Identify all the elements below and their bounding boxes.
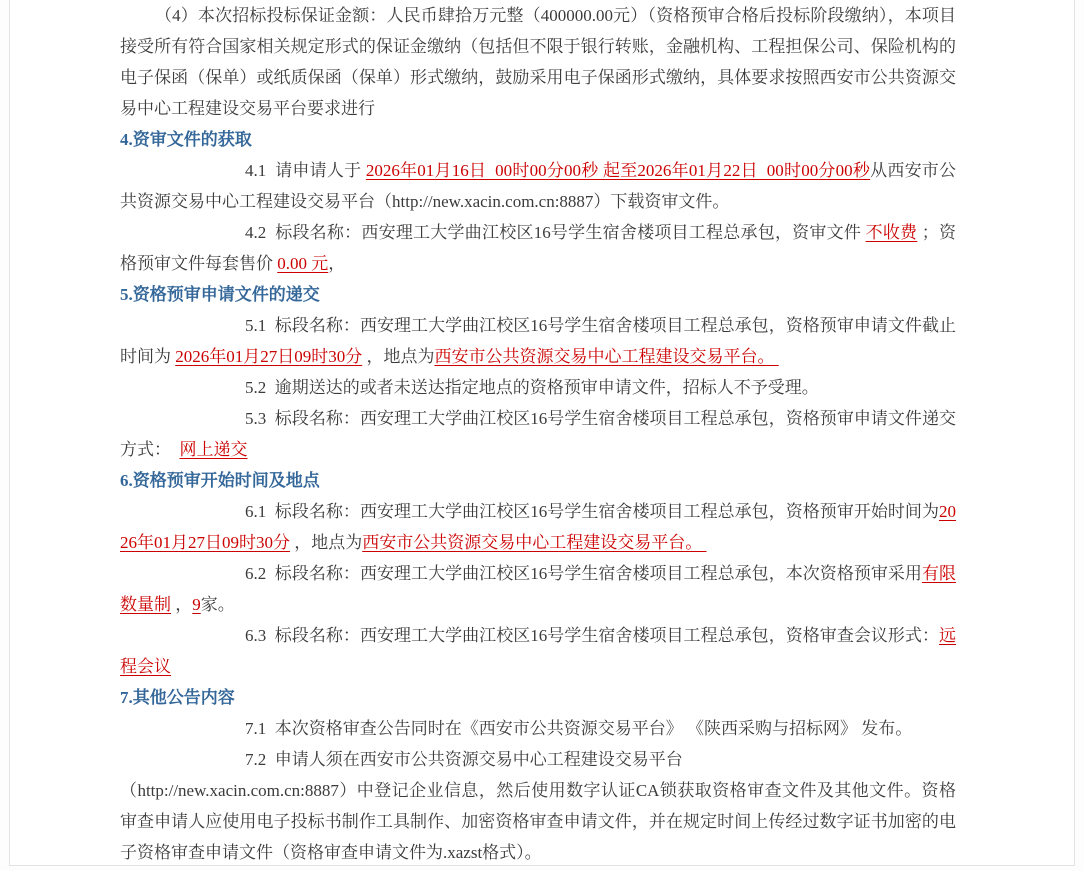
text-run: 4.资审文件的获取 (120, 130, 252, 149)
text-run: ，地点为 (362, 347, 435, 366)
text-run: 5.3 标段名称：西安理工大学曲江校区16号学生宿舍楼项目工程总承包，资格预审申请文件递交方式： (120, 409, 956, 459)
clause-5-2 (120, 372, 956, 403)
heading-section-5 (120, 279, 956, 310)
text-run: （http://new.xacin.com.cn:8887）中登记企业信息，然后使用数字认证CA锁获取资格审查文件及其他文件。资格审查申请人应使用电子投标书制作工具制作、加密资格审查申请文件，并在规定时间上传经过数字证书加密的电子资格审查申请文件（资格审查申请文件为.xazst格式）。 (120, 781, 956, 862)
text-run: ，地点为 (290, 533, 363, 552)
field-value: 2026年01月16日 00时00分00秒 起至2026年01月22日 00时00分00秒 (365, 161, 871, 180)
field-value: 西安市公共资源交易中心工程建设交易平台。 (362, 533, 707, 552)
field-value: 9 (192, 595, 201, 614)
field-value: 远程会议 (120, 626, 956, 676)
field-value: 2026年01月27日09时30分 (120, 502, 956, 552)
clause-5-1 (120, 310, 956, 372)
clause-7-2 (120, 744, 956, 775)
text-run: ， (171, 595, 193, 614)
heading-section-6 (120, 465, 956, 496)
text-run: 5.资格预审申请文件的递交 (120, 285, 320, 304)
text-run: 家。 (200, 595, 235, 614)
text-run: 7.1 本次资格审查公告同时在《西安市公共资源交易平台》 《陕西采购与招标网》 发布。 (245, 719, 913, 738)
text-run: （4）本次招标投标保证金额：人民币肆拾万元整（400000.00元）（资格预审合格后投标阶段缴纳），本项目接受所有符合国家相关规定形式的保证金缴纳（包括但不限于银行转账，金融机构、工程担保公司、保险机构的电子保函（保单）或纸质保函（保单）形式缴纳，鼓励采用电子保函形式缴纳，具体要求按照西安市公共资源交易中心工程建设交易平台要求进行 (120, 6, 956, 118)
text-run: ， (328, 254, 346, 273)
text-run: 5.1 标段名称：西安理工大学曲江校区16号学生宿舍楼项目工程总承包，资格预审申请文件截止时间为 (120, 316, 956, 366)
field-value: 0.00 元 (277, 254, 329, 273)
text-run: 7.2 申请人须在西安市公共资源交易中心工程建设交易平台 (245, 750, 683, 769)
text-run: 7.其他公告内容 (120, 688, 235, 707)
field-value: 西安市公共资源交易中心工程建设交易平台。 (434, 347, 779, 366)
heading-section-4 (120, 124, 956, 155)
text-run: 6.资格预审开始时间及地点 (120, 471, 320, 490)
field-value: 2026年01月27日09时30分 (175, 347, 363, 366)
text-run: 4.2 标段名称：西安理工大学曲江校区16号学生宿舍楼项目工程总承包，资审文件 (245, 223, 866, 242)
document-page (9, 0, 1075, 866)
clause-6-3 (120, 620, 956, 682)
text-run: 6.3 标段名称：西安理工大学曲江校区16号学生宿舍楼项目工程总承包，资格审查会议形式： (245, 626, 939, 645)
field-value: 网上递交 (179, 440, 248, 459)
text-run: ；资格预审文件每套售价 (120, 223, 957, 273)
clause-7-1 (120, 713, 956, 744)
para-bid-guarantee (120, 0, 956, 124)
clause-4-1 (120, 155, 956, 217)
heading-section-7 (120, 682, 956, 713)
clause-5-3 (120, 403, 956, 465)
text-run: 从西安市公共资源交易中心工程建设交易平台（http://new.xacin.com.cn:8887）下载资审文件。 (120, 161, 957, 211)
clause-6-1 (120, 496, 956, 558)
text-run: 4.1 请申请人于 (245, 161, 366, 180)
clause-6-2 (120, 558, 956, 620)
text-run: 5.2 逾期送达的或者未送达指定地点的资格预审申请文件，招标人不予受理。 (245, 378, 819, 397)
announcement-body (10, 0, 956, 868)
text-run: 6.2 标段名称：西安理工大学曲江校区16号学生宿舍楼项目工程总承包，本次资格预审采用 (245, 564, 922, 583)
clause-7-2-continued (120, 775, 956, 868)
field-value: 不收费 (865, 223, 918, 242)
text-run: 6.1 标段名称：西安理工大学曲江校区16号学生宿舍楼项目工程总承包，资格预审开始时间为 (245, 502, 939, 521)
clause-4-2 (120, 217, 956, 279)
field-value: 有限数量制 (120, 564, 956, 614)
